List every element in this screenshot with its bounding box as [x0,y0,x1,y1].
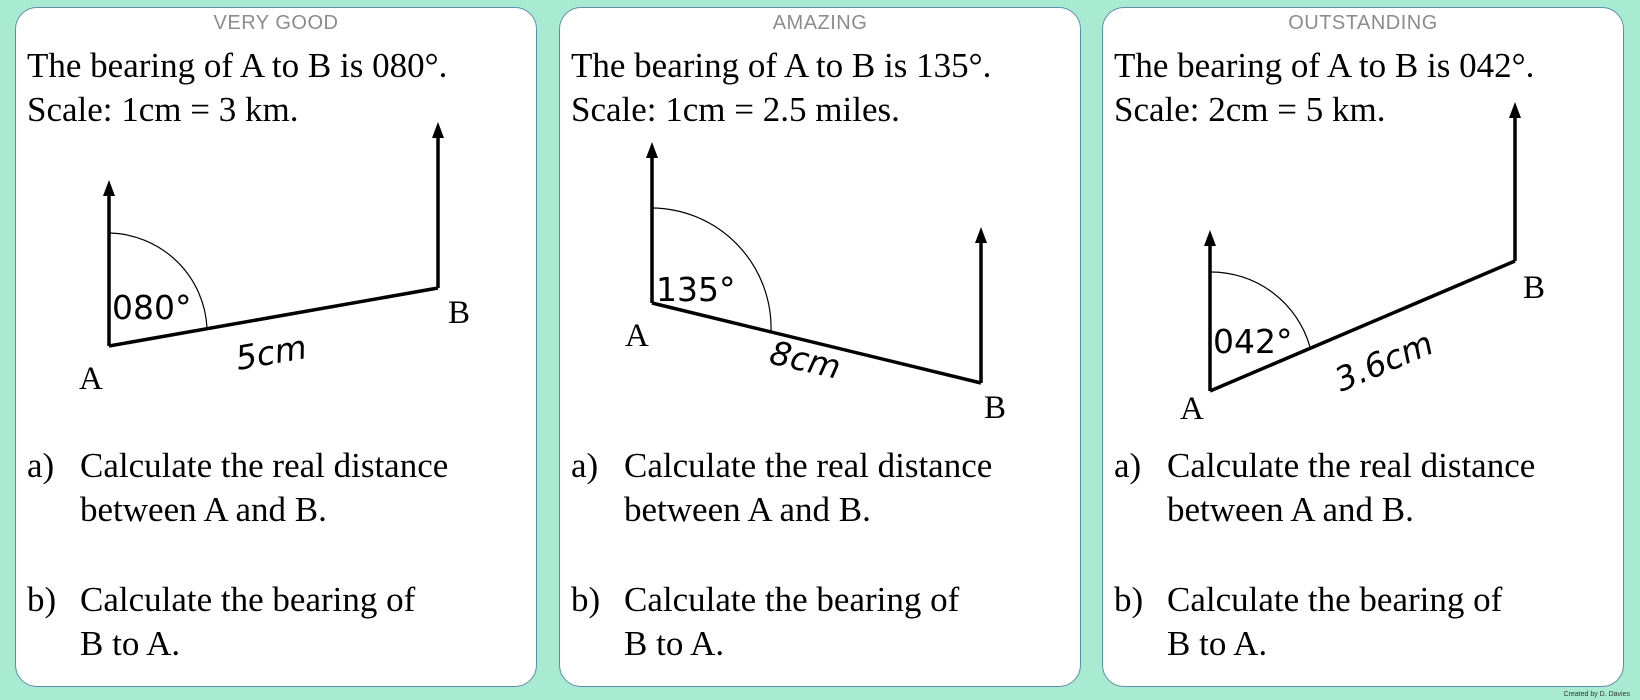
distance-label: 8cm [766,332,845,387]
point-a-label: A [625,318,649,354]
statement-bearing: The bearing of A to B is 135°. [571,46,992,85]
card-level-title: AMAZING [772,12,868,34]
angle-label: 135° [656,270,736,309]
statement-scale: Scale: 1cm = 2.5 miles. [571,90,900,129]
question-line: Calculate the bearing of [80,580,416,619]
question-label: a) [571,446,599,485]
question-label: b) [571,580,601,619]
angle-label: 080° [112,288,192,327]
point-a-label: A [79,361,103,397]
author-credit: Created by D. Davies [1563,691,1630,698]
question-text [80,578,415,666]
question-line: B to A. [80,624,181,663]
task-card-amazing [559,7,1081,687]
question-line: between A and B. [624,490,871,529]
point-b-label: B [984,390,1007,426]
question-label: b) [27,580,57,619]
question-line: Calculate the bearing of [624,580,960,619]
north-arrow-a [103,180,115,196]
north-arrow-b [432,122,444,138]
bearing-diagram [560,8,1082,428]
question-text [1167,578,1502,666]
statement-scale: Scale: 1cm = 3 km. [27,90,299,129]
question-line: between A and B. [80,490,327,529]
question-text [80,444,448,532]
question-line: Calculate the real distance [624,446,993,485]
task-card-outstanding [1102,7,1624,687]
card-level-title: VERY GOOD [213,12,339,34]
bearing-diagram [1103,8,1625,428]
point-b-label: B [448,295,471,331]
north-arrow-a [646,142,658,158]
angle-label: 042° [1213,322,1293,361]
north-arrow-b [975,227,987,243]
question-line: Calculate the real distance [1167,446,1536,485]
distance-label: 5cm [232,327,310,378]
question-line: Calculate the real distance [80,446,449,485]
north-arrow-a [1204,230,1216,246]
point-b-label: B [1523,270,1546,306]
statement-bearing: The bearing of A to B is 042°. [1114,46,1535,85]
distance-label: 3.6cm [1328,323,1439,400]
north-arrow-b [1509,102,1521,118]
statement-bearing: The bearing of A to B is 080°. [27,46,448,85]
question-line: B to A. [624,624,725,663]
question-line: B to A. [1167,624,1268,663]
question-text [624,444,992,532]
card-level-title: OUTSTANDING [1288,12,1438,34]
point-a-label: A [1180,391,1204,427]
question-line: between A and B. [1167,490,1414,529]
statement-scale: Scale: 2cm = 5 km. [1114,90,1386,129]
question-label: b) [1114,580,1144,619]
question-text [624,578,959,666]
question-line: Calculate the bearing of [1167,580,1503,619]
task-card-very-good [15,7,537,687]
bearing-diagram [16,8,538,428]
question-label: a) [1114,446,1142,485]
question-label: a) [27,446,55,485]
question-text [1167,444,1535,532]
